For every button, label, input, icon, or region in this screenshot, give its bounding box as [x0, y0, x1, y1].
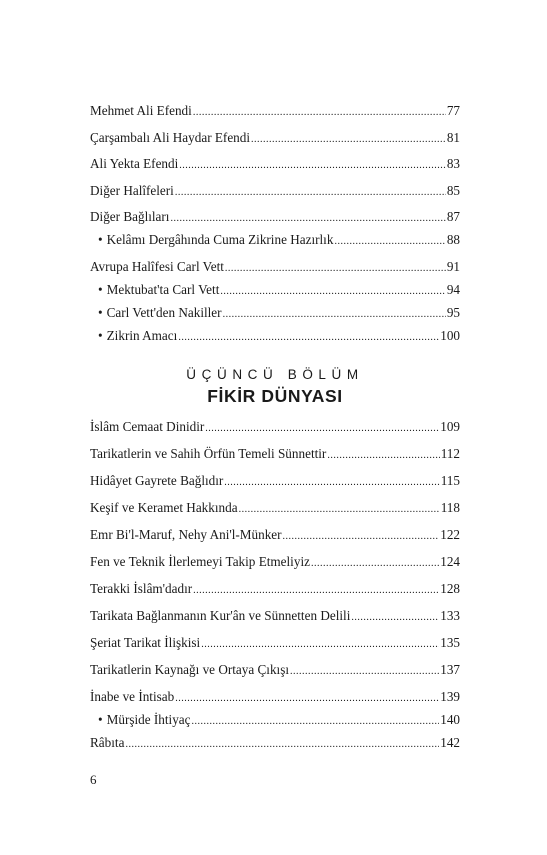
toc-entry[interactable] [90, 419, 460, 437]
toc-subentry[interactable] [90, 282, 460, 300]
toc-entry-page: 112 [440, 446, 460, 461]
toc-entry-page: 115 [440, 473, 460, 488]
toc-entry-page: 135 [440, 635, 460, 650]
toc-subentry[interactable] [90, 712, 460, 730]
toc-entry-page: 87 [446, 209, 460, 224]
toc-entry[interactable] [90, 500, 460, 518]
dot-leader [311, 556, 439, 572]
dot-leader [351, 610, 439, 626]
toc-entry[interactable] [90, 735, 460, 753]
page-number: 6 [90, 772, 97, 787]
toc-entry-page: 122 [440, 527, 460, 542]
dot-leader [201, 637, 439, 653]
toc-entry-page: 118 [440, 500, 460, 515]
toc-entry-title: Carl Vett'den Nakiller [106, 304, 222, 320]
dot-leader [193, 105, 446, 121]
toc-entry-page: 77 [446, 103, 460, 118]
toc-entry-page: 91 [446, 258, 460, 274]
toc-entry[interactable] [90, 473, 460, 491]
dot-leader [192, 714, 440, 730]
toc-entry-page: 137 [440, 662, 460, 677]
toc-entry[interactable] [90, 156, 460, 174]
toc-entry-page: 83 [446, 156, 460, 171]
bullet-icon: • [98, 327, 103, 343]
toc-entry-page: 142 [440, 735, 460, 750]
dot-leader [334, 234, 445, 250]
toc-entry-page: 140 [440, 712, 460, 727]
dot-leader [170, 211, 445, 227]
toc-entry-title: Çarşambalı Ali Haydar Efendi [90, 129, 251, 145]
toc-entry-title: Mürşide İhtiyaç [106, 712, 191, 727]
toc-entry-page: 85 [446, 182, 460, 198]
toc-entry-title: İnabe ve İntisab [90, 689, 175, 704]
dot-leader [327, 448, 439, 464]
toc-entry-title: Keşif ve Keramet Hakkında [90, 500, 238, 515]
dot-leader [225, 261, 446, 277]
section-kicker: ÜÇÜNCÜ BÖLÜM [186, 367, 364, 382]
dot-leader [205, 421, 439, 437]
toc-entry[interactable] [90, 183, 460, 201]
toc-entry-title: Hidâyet Gayrete Bağlıdır [90, 473, 224, 488]
toc-entry-page: 139 [440, 689, 460, 704]
toc-entry[interactable] [90, 130, 460, 148]
toc-entry-title: Ali Yekta Efendi [90, 156, 179, 171]
toc-entry-title: Diğer Bağlıları [90, 209, 170, 224]
toc-entry-page: 128 [440, 581, 460, 596]
toc-entry-title: Terakki İslâm'dadır [90, 581, 193, 596]
toc-subentry[interactable] [90, 305, 460, 323]
toc-entry[interactable] [90, 662, 460, 680]
section-title: FİKİR DÜNYASI [207, 386, 343, 406]
toc-entry[interactable] [90, 446, 460, 464]
dot-leader [220, 284, 445, 300]
toc-entry[interactable] [90, 209, 460, 227]
toc-list-part2 [90, 419, 460, 753]
dot-leader [224, 475, 439, 491]
toc-entry-title: Râbıta [90, 735, 125, 750]
bullet-icon: • [98, 304, 103, 320]
toc-entry-page: 124 [440, 554, 460, 569]
toc-entry-title: Tarikatlerin Kaynağı ve Ortaya Çıkışı [90, 662, 290, 677]
toc-entry-title: Şeriat Tarikat İlişkisi [90, 635, 201, 650]
toc-entry-title: Zikrin Amacı [106, 327, 178, 343]
toc-entry[interactable] [90, 689, 460, 707]
toc-entry-page: 81 [446, 129, 460, 145]
dot-leader [223, 307, 446, 323]
toc-subentry[interactable] [90, 232, 460, 250]
bullet-icon: • [98, 281, 103, 297]
dot-leader [239, 502, 440, 518]
toc-entry-page: 88 [446, 232, 460, 247]
toc-entry-title: Tarikatlerin ve Sahih Örfün Temeli Sünnettir [90, 446, 327, 461]
toc-entry-title: Mehmet Ali Efendi [90, 103, 192, 118]
toc-entry-title: Avrupa Halîfesi Carl Vett [90, 258, 224, 274]
bullet-icon: • [98, 712, 103, 727]
bullet-icon: • [98, 232, 103, 247]
toc-entry-title: Tarikata Bağlanmanın Kur'ân ve Sünnetten Delili [90, 608, 351, 623]
toc-entry[interactable] [90, 259, 460, 277]
toc-entry[interactable] [90, 103, 460, 121]
toc-entry[interactable] [90, 527, 460, 545]
dot-leader [179, 158, 446, 174]
dot-leader [125, 737, 439, 753]
toc-entry-title: Emr Bi'l-Maruf, Nehy Ani'l-Münker [90, 527, 282, 542]
dot-leader [178, 330, 439, 346]
toc-entry-title: İslâm Cemaat Dinidir [90, 419, 205, 434]
toc-entry[interactable] [90, 554, 460, 572]
toc-subentry[interactable] [90, 328, 460, 346]
toc-entry-page: 133 [440, 608, 460, 623]
toc-entry-page: 109 [440, 419, 460, 434]
toc-entry[interactable] [90, 608, 460, 626]
toc-entry-page: 94 [446, 281, 460, 297]
toc-list-part1 [90, 103, 460, 346]
dot-leader [193, 583, 439, 599]
toc-entry-title: Fen ve Teknik İlerlemeyi Takip Etmeliyiz [90, 554, 310, 569]
dot-leader [290, 664, 439, 680]
dot-leader [251, 132, 446, 148]
toc-entry-title: Kelâmı Dergâhında Cuma Zikrine Hazırlık [106, 232, 334, 247]
toc-entry[interactable] [90, 581, 460, 599]
toc-entry-title: Diğer Halîfeleri [90, 182, 174, 198]
toc-entry-title: Mektubat'ta Carl Vett [106, 281, 220, 297]
dot-leader [175, 185, 446, 201]
toc-entry-page: 95 [446, 304, 460, 320]
toc-entry-page: 100 [440, 327, 460, 343]
toc-entry[interactable] [90, 635, 460, 653]
dot-leader [283, 529, 440, 545]
dot-leader [175, 691, 439, 707]
